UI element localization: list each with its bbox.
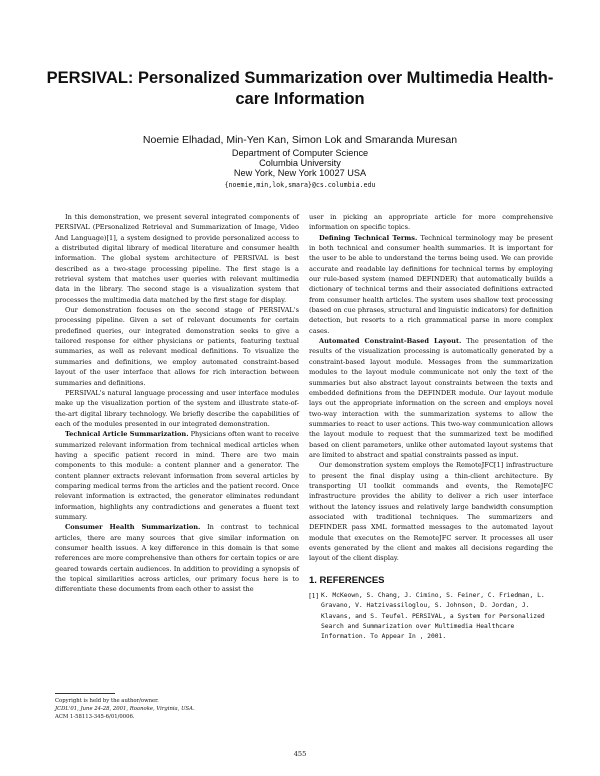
city: New York, New York 10027 USA — [233, 168, 367, 178]
section-heading: Consumer Health Summarization. — [65, 523, 201, 532]
author-email: {noemie,min,lok,smara}@cs.columbia.edu — [224, 181, 376, 189]
references-heading: 1. REFERENCES — [309, 574, 385, 586]
page-number: 455 — [293, 750, 307, 758]
consumer-health-section — [55, 522, 299, 594]
paper-title: PERSIVAL: Personalized Summarization over Multimedia Health-care Information — [46, 69, 554, 108]
footnote-rule — [55, 693, 115, 694]
copyright-notice — [55, 693, 299, 722]
section-text: In contrast to technical articles, there are many sources that give similar information on consumer health issues. A key difference in this domain is that some references are more comprehensive than others for certain topics or are geared towards certain audiences. In addition to providing a synopsis of the topical similarities across articles, our primary focus here is to differentiate these documents from each other to assist the — [55, 523, 299, 594]
reference-item — [309, 591, 553, 643]
author-list: Noemie Elhadad, Min-Yen Kan, Simon Lok and Smaranda Muresan — [142, 134, 458, 146]
section-heading: Technical Article Summarization. — [65, 430, 189, 439]
focus-paragraph: Our demonstration focuses on the second stage of PERSIVAL's processing pipeline. Given a set of relevant documents for certain predefined queries, our integrated demonstration seeks to give a tailored response for either physicians or patients, featuring textual summaries, as well as relevant medical definitions. To visualize the summaries and definitions, we employ automated constraint-based layout of the user interface that allows for rich interaction between summaries and definitions. — [55, 306, 299, 387]
section-text: Physicians often want to receive summarized relevant information from technical medical articles when having a specific patient record in mind. There are two main components to this module: a content planner and a generator. The content planner extracts relevant information from several articles by comparing medical terms from the articles and the patient record. Once relevant information is extracted, the generator eliminates redundant information, highlights any contradictions and generates a fluent text summary. — [55, 430, 299, 521]
reference-number: [1] — [309, 592, 319, 601]
section-text: The presentation of the results of the visualization processing is automatically generated by a constraint-based layout module. Messages from the summarization modules to the layout module communicate not only the text of the summaries but also abstract layout constraints between the texts and embedded definitions from the DEFINDER module. Our layout module lays out the appropriate information on the screen and employs novel two-way interaction with the summarization systems to allow the summaries to react to user actions. This two-way communication allows the layout module to request that the summarized text be modified based on client parameters, unlike other automated layout systems that are limited to abstract and spatial constraints passed as input. — [309, 337, 553, 459]
nlp-paragraph: PERSIVAL's natural language processing and user interface modules make up the visualization portion of the system and illustrate state-of-the-art digital library technology. We briefly describe the capabilities of each of the modules presented in our integrated demonstration. — [55, 388, 299, 428]
continued-paragraph: user in picking an appropriate article for more comprehensive information on specific topics. — [309, 213, 553, 232]
intro-paragraph: In this demonstration, we present several integrated components of PERSIVAL (PErsonalized Retrieval and Summarization of Image, Video And Language)[1], a system designed to provide personalized access to a distributed digital library of medical literature and consumer health information. The global system architecture of PERSIVAL is best described as a two-stage processing pipeline. The first stage is a retrieval system that matches user queries with relevant multimedia data in the library. The second stage is a visualization system that processes the multimedia data matched by the first stage for display. — [55, 213, 299, 304]
defining-terms-section — [309, 233, 553, 336]
conference-line: JCDL'01, June 24-28, 2001, Roanoke, Virginia, USA. — [55, 706, 195, 713]
affiliation — [40, 148, 560, 178]
left-column — [55, 212, 299, 595]
section-heading: Defining Technical Terms. — [319, 233, 418, 242]
remotejfc-paragraph: Our demonstration system employs the RemoteJFC[1] infrastructure to present the final display using a thin-client architecture. By transporting UI toolkit commands and events, the RemoteJFC infrastructure provides the ability to deliver a rich user interface without the latency issues and relatively large bandwidth consumption associated with traditional techniques. The summarizers and DEFINDER pass XML formatted messages to the automated layout module that executes on the RemoteJFC server. It processes all user events generated by the client and makes all decisions regarding the layout of the client display. — [309, 461, 553, 563]
right-column — [309, 212, 553, 643]
section-heading: Automated Constraint-Based Layout. — [319, 337, 462, 346]
reference-text: K. McKeown, S. Chang, J. Cimino, S. Feiner, C. Friedman, L. Gravano, V. Hatzivassiloglou, S. Johnson, D. Jordan, J. Klavans, and S. Teufel. PERSIVAL, a System for Personalized Search and Summarization over Multimedia Healthcare Information. To Appear In , 2001. — [321, 592, 545, 641]
copyright-line: Copyright is held by the author/owner. — [55, 698, 159, 704]
technical-summarization-section — [55, 429, 299, 522]
layout-section — [309, 336, 553, 460]
university: Columbia University — [259, 158, 341, 168]
acm-line: ACM 1-58113-345-6/01/0006. — [55, 714, 135, 721]
department: Department of Computer Science — [231, 148, 369, 158]
section-text: Technical terminology may be present in both technical and consumer health summaries. It is important for the user to be able to understand the terms being used. We can provide accurate and readable lay definitions for technical terms by employing our rule-based system (named DEFINDER) that automatically builds a dictionary of technical terms and their associated definitions extracted from consumer health articles. The system uses shallow text processing (based on cue phrases, structural and linguistic indicators) for definition detection, but resorts to a rich grammatical parse in more complex cases. — [309, 233, 553, 335]
